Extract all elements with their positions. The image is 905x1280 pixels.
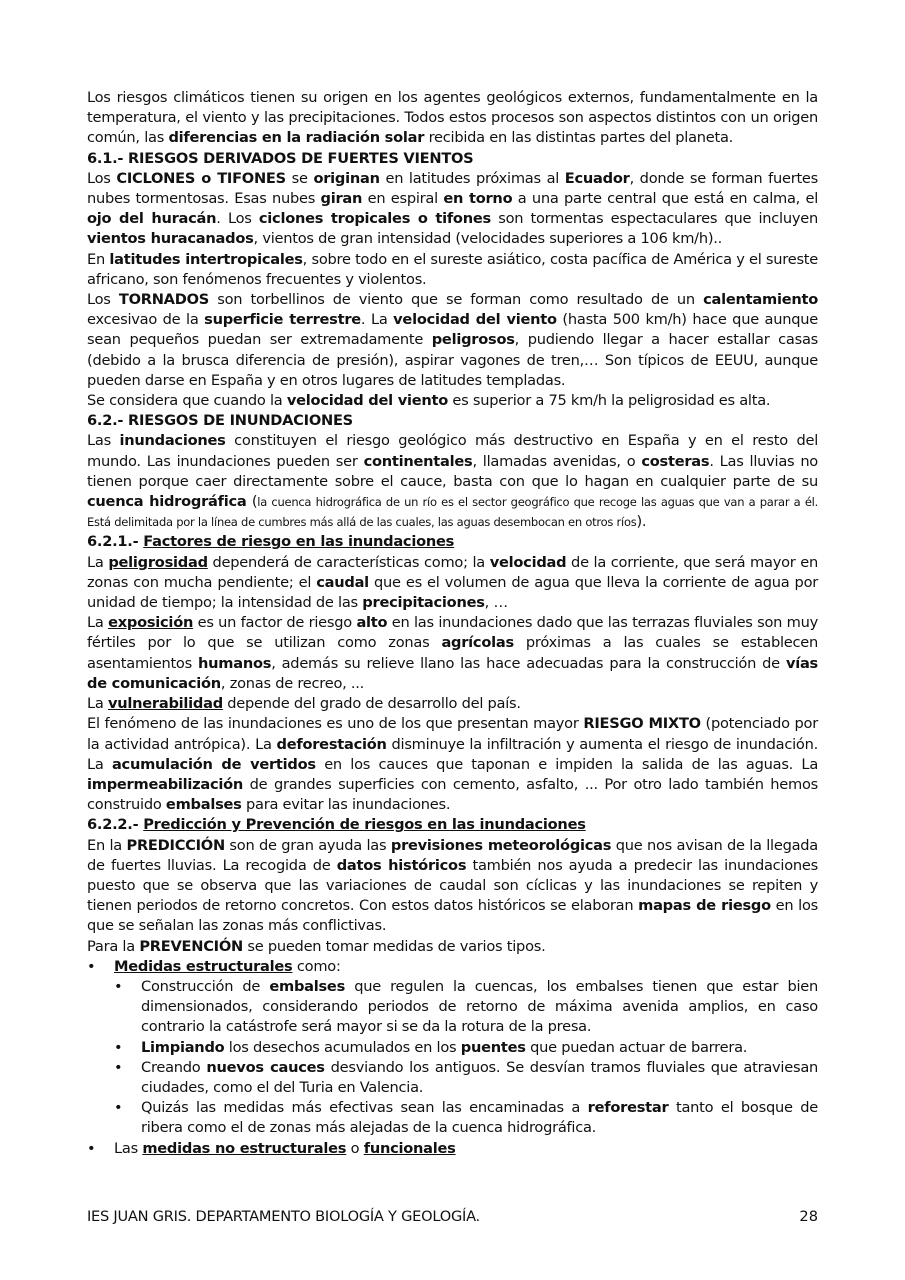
ciclones-paragraph: Los CICLONES o TIFONES se originan en latitudes próximas al Ecuador, donde se forman fuertes nubes tormentosas. Esas nubes giran en espiral en torno a una parte central que está en calma, el ojo del huracán. Los ciclones tropicales o tifones son tormentas espectaculares que incluyen vientos huracanados, vientos de gran intensidad (velocidades superiores a 106 km/h).. [87, 169, 818, 248]
footer-institution: IES JUAN GRIS. DEPARTAMENTO BIOLOGÍA Y GEOLOGÍA. [87, 1208, 480, 1225]
document-body [87, 88, 818, 1159]
bullet-icon: • [114, 977, 123, 995]
list-item: • Medidas estructurales como: • Construcción de embalses que regulen la cuencas, los embalses tienen que estar bien dimensionados, considerando periodos de retorno de máxima avenida amplios, en caso contrario la catástrofe será mayor si se da la rotura de la presa. • Limpiando los desechos acumulados en los puentes que puedan actuar de barrera. • Creando nuevos cauces desviando los antiguos. Se desvían tramos fluviales que atraviesan ciudades, como el del Turia en Valencia. • Quizás las medidas más efectivas sean las encaminadas a reforestar tanto el bosque de ribera como el de zonas más alejadas de la cuenca hidrográfica. [87, 957, 818, 1139]
prediccion-paragraph: En la PREDICCIÓN son de gran ayuda las previsiones meteorológicas que nos avisan de la llegada de fuertes lluvias. La recogida de datos históricos también nos ayuda a predecir las inundaciones puesto que se observa que las variaciones de caudal son cíclicas y las inundaciones se repiten y tienen periodos de retorno concretos. Con estos datos históricos se elaboran mapas de riesgo en los que se señalan las zonas más conflictivas. [87, 836, 819, 935]
list-item: • Limpiando los desechos acumulados en los puentes que puedan actuar de barrera. [114, 1038, 818, 1058]
structural-measures-list [114, 977, 818, 1139]
bullet-icon: • [114, 1038, 123, 1056]
peligrosidad-paragraph: La peligrosidad dependerá de características como; la velocidad de la corriente, que será mayor en zonas con mucha pendiente; el caudal que es el volumen de agua que lleva la corriente de agua por unidad de tiempo; la intensidad de las precipitaciones, … [87, 553, 818, 612]
section-heading-6-2-1: 6.2.1.- Factores de riesgo en las inundaciones [87, 533, 455, 551]
prevencion-paragraph: Para la PREVENCIÓN se pueden tomar medidas de varios tipos. [87, 937, 546, 955]
bullet-icon: • [87, 1139, 96, 1157]
bullet-icon: • [114, 1099, 123, 1117]
bullet-icon: • [114, 1058, 123, 1076]
list-item: • Construcción de embalses que regulen la cuencas, los embalses tienen que estar bien dimensionados, considerando periodos de retorno de máxima avenida amplios, en caso contrario la catástrofe será mayor si se da la rotura de la presa. [114, 977, 818, 1036]
latitudes-paragraph: En latitudes intertropicales, sobre todo en el sureste asiático, costa pacífica de América y el sureste africano, son fenómenos frecuentes y violentos. [87, 250, 818, 288]
list-item: • Creando nuevos cauces desviando los antiguos. Se desvían tramos fluviales que atraviesan ciudades, como el del Turia en Valencia. [114, 1058, 819, 1096]
tornados-paragraph: Los TORNADOS son torbellinos de viento que se forman como resultado de un calentamiento excesivao de la superficie terrestre. La velocidad del viento (hasta 500 km/h) hace que aunque sean pequeños puedan ser extremadamente peligrosos, pudiendo llegar a hacer estallar casas (debido a la brusca diferencia de presión), aspirar vagones de tren,… Son típicos de EEUU, aunque pueden darse en España y en otros lugares de latitudes templadas. [87, 291, 818, 389]
inundaciones-paragraph: Las inundaciones constituyen el riesgo geológico más destructivo en España y en el resto del mundo. Las inundaciones pueden ser continentales, llamadas avenidas, o costeras. Las lluvias no tienen porque caer directamente sobre el cauce, basta con que lo hagan en cualquier parte de su cuenca hidrográfica (la cuenca hidrográfica de un río es el sector geográfico que recoge las aguas que van a parar a él. Está delimitada por la línea de cumbres más allá de las cuales, las aguas desembocan en otros ríos). [87, 432, 818, 531]
section-heading-6-2: 6.2.- RIESGOS DE INUNDACIONES [87, 412, 353, 430]
section-heading-6-1: 6.1.- RIESGOS DERIVADOS DE FUERTES VIENTOS [87, 149, 474, 167]
vulnerabilidad-paragraph: La vulnerabilidad depende del grado de desarrollo del país. [87, 695, 521, 713]
list-item: • Quizás las medidas más efectivas sean las encaminadas a reforestar tanto el bosque de ribera como el de zonas más alejadas de la cuenca hidrográfica. [114, 1099, 818, 1137]
section-heading-6-2-2: 6.2.2.- Predicción y Prevención de riesgos en las inundaciones [87, 816, 586, 834]
list-item: • Las medidas no estructurales o funcionales [87, 1139, 818, 1159]
intro-paragraph: Los riesgos climáticos tienen su origen en los agentes geológicos externos, fundamentalmente en la temperatura, el viento y las precipitaciones. Todos estos procesos son aspectos distintos con un origen común, las diferencias en la radiación solar recibida en las distintas partes del planeta. [87, 89, 818, 147]
page-number: 28 [799, 1208, 818, 1225]
riesgo-mixto-paragraph: El fenómeno de las inundaciones es uno de los que presentan mayor RIESGO MIXTO (potenciado por la actividad antrópica). La deforestación disminuye la infiltración y aumenta el riesgo de inundación. La acumulación de vertidos en los cauces que taponan e impiden la salida de las aguas. La impermeabilización de grandes superficies con cemento, asfalto, ... Por otro lado también hemos construido embalses para evitar las inundaciones. [87, 715, 819, 814]
prevention-list [87, 957, 818, 1159]
bullet-icon: • [87, 957, 96, 975]
exposicion-paragraph: La exposición es un factor de riesgo alto en las inundaciones dado que las terrazas fluviales son muy fértiles por lo que se utilizan como zonas agrícolas próximas a las cuales se establecen asentamientos humanos, además su relieve llano las hace adecuadas para la construcción de vías de comunicación, zonas de recreo, ... [87, 614, 818, 692]
peligrosidad-viento-paragraph: Se considera que cuando la velocidad del viento es superior a 75 km/h la peligrosidad es alta. [87, 392, 771, 410]
